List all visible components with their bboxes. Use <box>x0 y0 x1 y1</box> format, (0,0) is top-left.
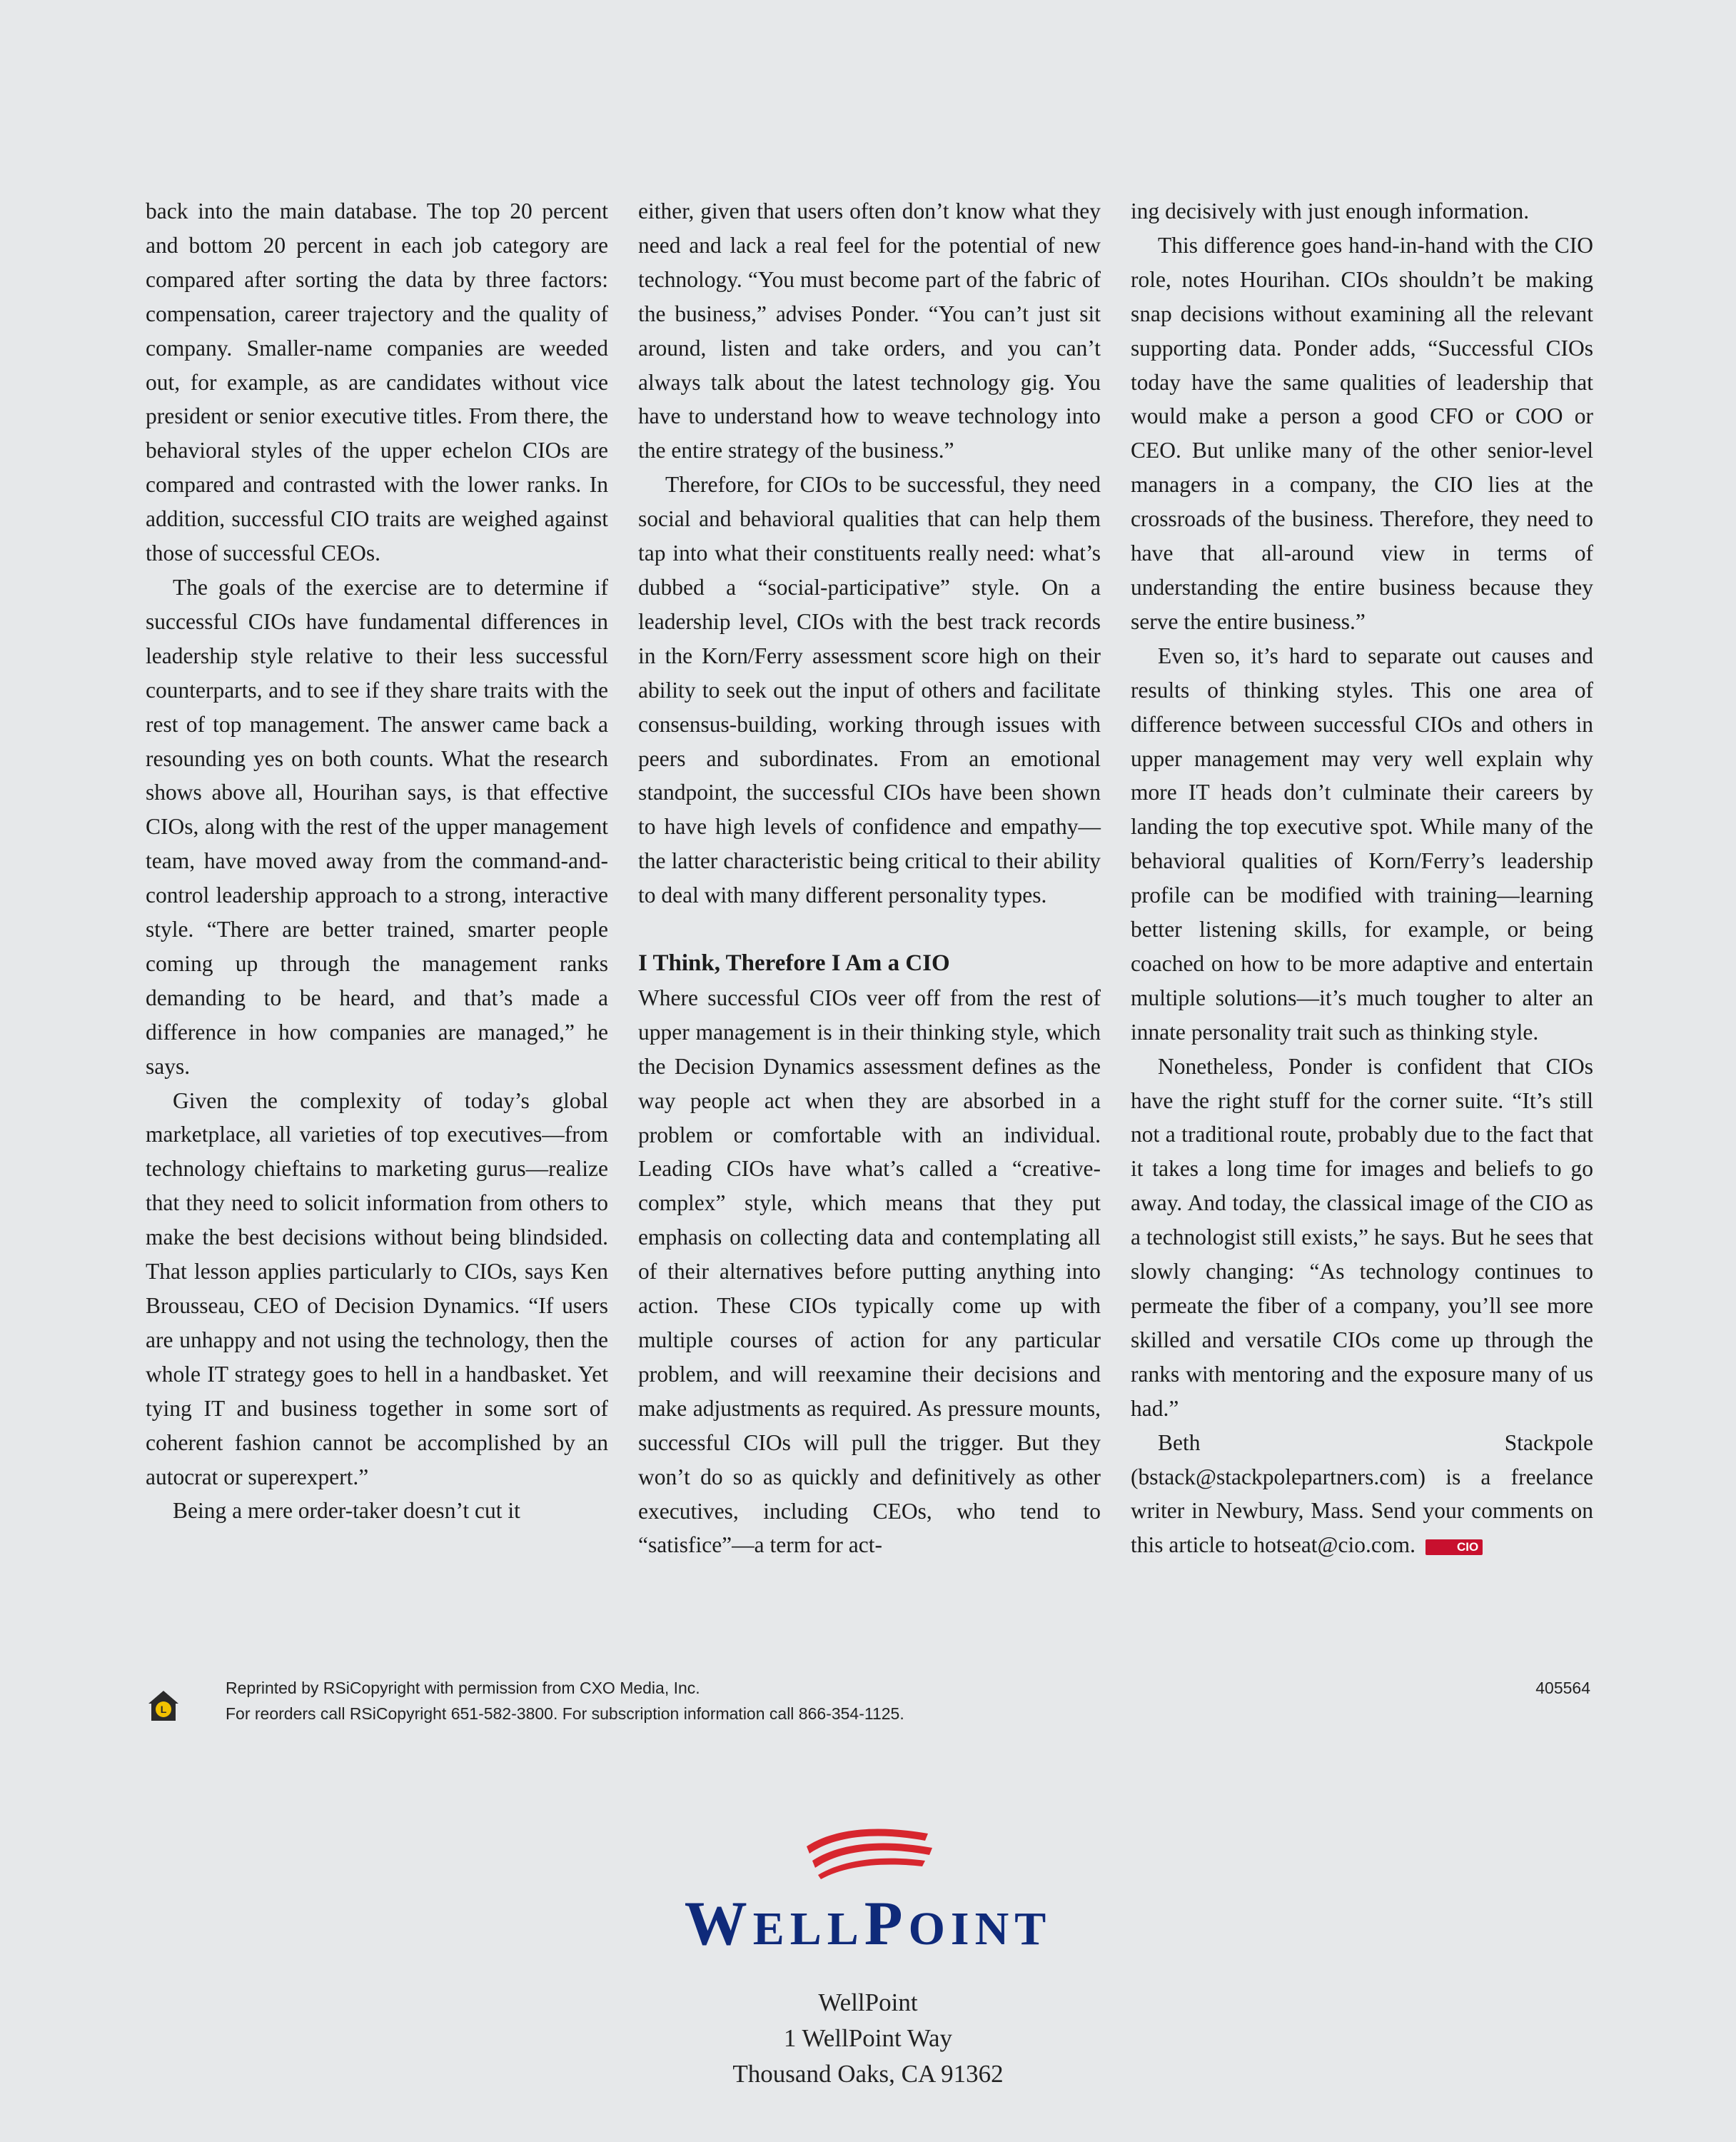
company-address <box>0 1985 1736 2092</box>
paragraph: Where successful CIOs veer off from the rest of upper management is in their thinking style, which the Decision Dynamics assessment defines as the way people act when they are absorbed in a problem or comfortable with an individual. Leading CIOs have what’s called a “creative-complex” style, which means that they put emphasis on collecting data and contemplating all of their alternatives before putting anything into action. These CIOs typically come up with multiple courses of action for any particular problem, and will reexamine their decisions and make adjustments as required. As pressure mounts, successful CIOs will pull the trigger. But they won’t do so as quickly and definitively as other executives, including CEOs, who tend to “satisfice”—a term for act- <box>638 985 1101 1558</box>
paragraph: Given the complexity of today’s global marketplace, all varieties of top executives—from technology chieftains to marketing gurus—realize that they need to solicit information from others to make the best decisions without being blindsided. That lesson applies particularly to CIOs, says Ken Brousseau, CEO of Decision Dynamics. “If users are unhappy and not using the technology, then the whole IT strategy goes to hell in a handbasket. Yet tying IT and business together in some sort of coherent fashion cannot be accomplished by an autocrat or superexpert.” <box>146 1087 608 1489</box>
cio-end-mark: CIO <box>1425 1539 1483 1555</box>
wellpoint-flag-icon <box>799 1822 935 1879</box>
article-column-1 <box>146 194 608 1528</box>
paragraph: The goals of the exercise are to determine if successful CIOs have fundamental differences in leadership style relative to their less successful counterparts, and to see if they share traits with the rest of top management. The answer came back a resounding yes on both counts. What the research shows above all, Hourihan says, is that effective CIOs, along with the rest of the upper management team, have moved away from the command-and-control leadership approach to a strong, interactive style. “There are better trained, smarter people coming up through the management ranks demanding to be heard, and that’s made a difference in how companies are managed,” he says. <box>146 574 608 1079</box>
paragraph: Therefore, for CIOs to be successful, they need social and behavioral qualities that can help them tap into what their constituents really need: what’s dubbed a “social-participative” style. On a leadership level, CIOs with the best track records in the Korn/Ferry assessment score high on their ability to seek out the input of others and facilitate consensus-building, working through issues with peers and subordinates. From an emotional standpoint, the successful CIOs have been shown to have high levels of confidence and empathy—the latter characteristic being critical to their ability to deal with many different personality types. <box>638 472 1101 908</box>
svg-text:L: L <box>160 1704 167 1715</box>
section-subhead: I Think, Therefore I Am a CIO <box>638 950 950 977</box>
author-bio <box>1131 1426 1593 1563</box>
paragraph: This difference goes hand-in-hand with the CIO role, notes Hourihan. CIOs shouldn’t be making snap decisions without examining all the relevant supporting data. Ponder adds, “Successful CIOs today have the same qualities of leadership that would make a person a good CFO or COO or CEO. But unlike many of the other senior-level managers in a company, the CIO lies at the crossroads of the business. Therefore, they need to have that all-around view in terms of understanding the entire business because they serve the entire business.” <box>1131 232 1593 634</box>
paragraph: either, given that users often don’t know what they need and lack a real feel for the potential of new technology. “You must become part of the fabric of the business,” advises Ponder. “You can’t just sit around, listen and take orders, and you can’t always talk about the latest technology gig. You have to understand how to weave technology into the entire strategy of the business.” <box>638 198 1101 463</box>
wordmark-letters: ELL <box>752 1903 864 1955</box>
reprint-code: 405564 <box>1535 1679 1590 1697</box>
article-column-2 <box>638 194 1101 1562</box>
reprint-line-1: Reprinted by RSiCopyright with permission from CXO Media, Inc. <box>226 1679 700 1697</box>
paragraph: Being a mere order-taker doesn’t cut it <box>173 1498 520 1524</box>
city-state-zip: Thousand Oaks, CA 91362 <box>732 2060 1004 2088</box>
reprint-line-2: For reorders call RSiCopyright 651-582-3800. For subscription information call 866-354-1125. <box>226 1704 904 1723</box>
article-column-3 <box>1131 194 1593 1562</box>
paragraph: Even so, it’s hard to separate out causes and results of thinking styles. This one area of difference between successful CIOs and others in upper management may very well explain why more IT heads don’t culminate their careers by landing the top executive spot. While many of the behavioral qualities of Korn/Ferry’s leadership profile can be modified with training—learning better listening skills, for example, or being coached on how to be more adaptive and entertain multiple solutions—it’s much tougher to alter an innate personality trait such as thinking style. <box>1131 643 1593 1045</box>
street-address: 1 WellPoint Way <box>783 2024 953 2052</box>
paragraph: back into the main database. The top 20 percent and bottom 20 percent in each job category are compared after sorting the data by three factors: compensation, career trajectory and the quality of company. Smaller-name companies are weeded out, for example, as are candidates without vice president or senior executive titles. From there, the behavioral styles of the upper echelon CIOs are compared and contrasted with the lower ranks. In addition, successful CIO traits are weighed against those of successful CEOs. <box>146 198 608 566</box>
rsicopyright-logo-icon <box>146 1688 181 1724</box>
wordmark-letters: OINT <box>908 1903 1052 1955</box>
wellpoint-wordmark <box>0 1889 1736 1973</box>
paragraph: Nonetheless, Ponder is confident that CIOs have the right stuff for the corner suite. “It’s still not a traditional route, probably due to the fact that it takes a long time for images and beliefs to go away. And today, the classical image of the CIO as a technologist still exists,” he says. But he sees that slowly changing: “As technology continues to permeate the fiber of a company, you’ll see more skilled and versatile CIOs come up through the ranks with mentoring and the exposure many of us had.” <box>1131 1053 1593 1421</box>
paragraph: ing decisively with just enough information. <box>1131 198 1530 223</box>
wordmark-letter: P <box>864 1889 909 1959</box>
author-bio-text: Beth Stackpole (bstack@stackpolepartners.com) is a freelance writer in Newbury, Mass. Send your comments on this article to hotseat@cio.com. <box>1131 1429 1593 1558</box>
wordmark-letter: W <box>684 1889 753 1959</box>
company-name: WellPoint <box>818 1988 918 2016</box>
